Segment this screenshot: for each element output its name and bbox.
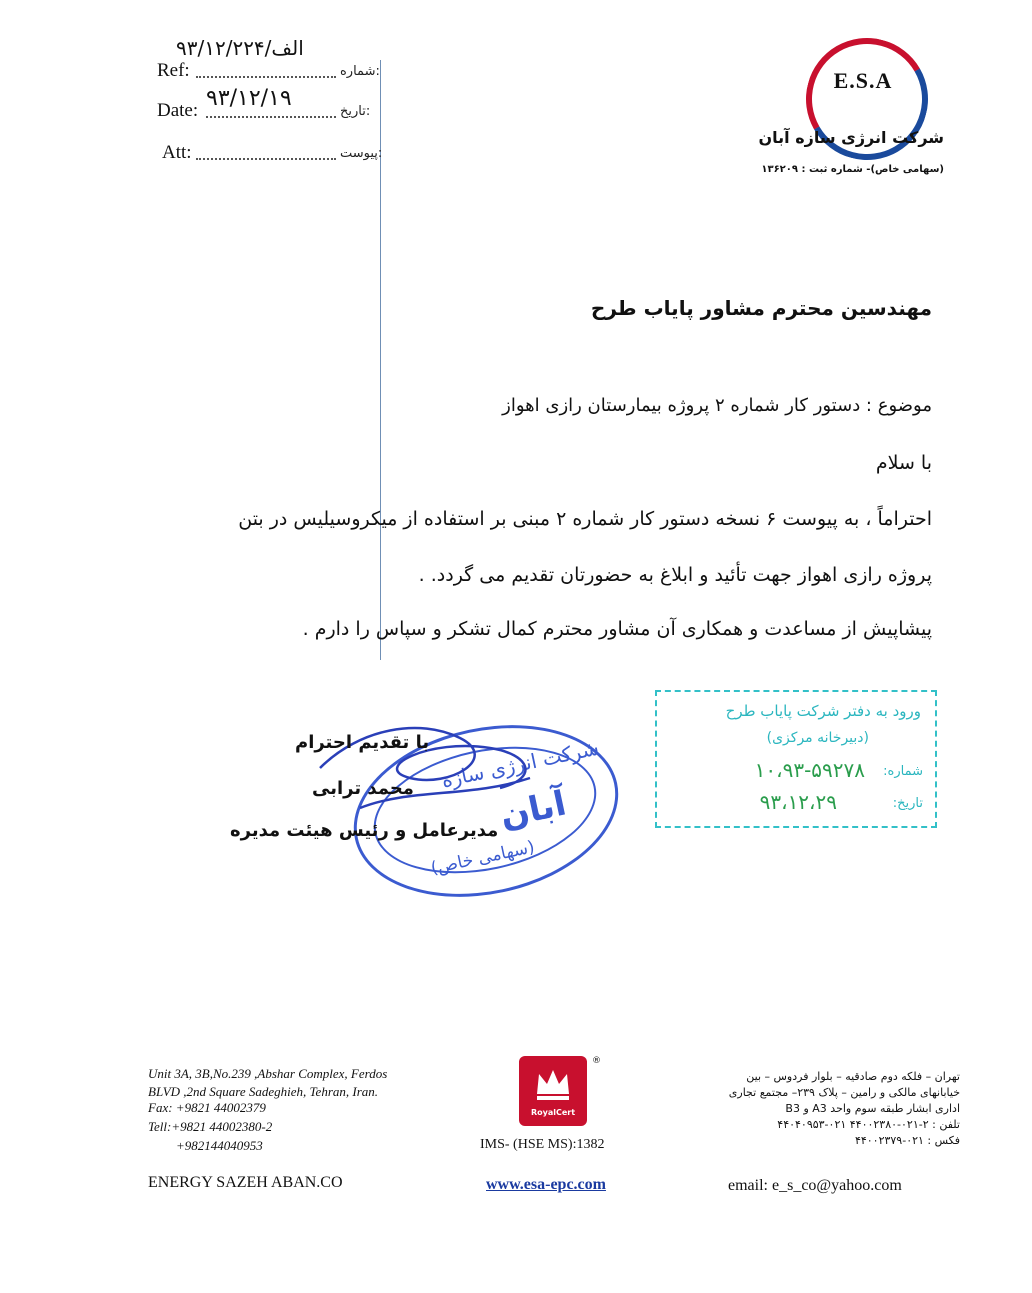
stamp-center-text: آبان [496, 783, 570, 837]
date-dots [206, 116, 336, 118]
addressee: مهندسین محترم مشاور پایاب طرح [590, 296, 932, 320]
paragraph-2: پیشاپیش از مساعدت و همکاری آن مشاور محترم کمال تشکر و سپاس را دارم . [302, 618, 932, 640]
date-label-fa: تاریخ: [340, 104, 371, 119]
footer-tel-en-1: Tell:+9821 44002380-2 [148, 1119, 273, 1134]
crown-icon [519, 1056, 587, 1106]
footer-address-fa-3: اداری ابشار طبقه سوم واحد A3 و B3 [785, 1102, 960, 1115]
footer-address-fa-2: خیابانهای مالکی و رامین – پلاک ۲۳۹– مجتمع تجاری [728, 1086, 960, 1099]
receipt-number-value: ۱۰،۹۳-۵۹۲۷۸ [754, 758, 865, 782]
att-dots [196, 158, 336, 160]
subject: موضوع : دستور کار شماره ۲ پروژه بیمارستان رازی اهواز [502, 395, 932, 416]
signature-closing: با تقدیم احترام [295, 732, 430, 753]
receipt-line-2: (دبیرخانه مرکزی) [766, 730, 869, 746]
footer-email-link[interactable]: email: e_s_co@yahoo.com [728, 1177, 902, 1194]
receipt-date-label: تاریخ: [892, 796, 923, 811]
att-label-fa: پیوست: [340, 146, 383, 161]
royalcert-registered: ® [592, 1056, 601, 1066]
ref-value: ۹۳/۱۲/۲۲۴/الف [176, 36, 304, 60]
stamp-top-text: شرکت انرژی سازه [439, 735, 601, 793]
footer-website-link[interactable]: www.esa-epc.com [486, 1176, 606, 1193]
footer-fax-fa: فکس : ۰۲۱-۴۴۰۰۲۳۷۹ [854, 1134, 960, 1147]
greeting: با سلام [875, 452, 932, 474]
logo-arc-blue [792, 24, 941, 173]
footer-address-fa-1: تهران – فلکه دوم صادقیه – بلوار فردوس – بین [746, 1070, 960, 1083]
footer-tel-fa: تلفن : ۲-۰۲۱-۴۴۰۰۲۳۸۰ ۰۲۱-۴۴۰۴۰۹۵۳ [777, 1118, 960, 1131]
company-registration: (سهامی خاص)- شماره ثبت : ۱۳۶۲۰۹ [761, 164, 944, 175]
ref-dots [196, 76, 336, 78]
att-label: Att: [162, 142, 192, 163]
footer-address-en-1: Unit 3A, 3B,No.239 ,Abshar Complex, Ferdos [148, 1066, 388, 1081]
footer-address-en-2: BLVD ,2nd Square Sadeghieh, Tehran, Iran. [148, 1084, 379, 1099]
receipt-stamp [655, 690, 937, 828]
ref-label: Ref: [157, 60, 190, 81]
receipt-number-label: شماره: [883, 764, 923, 779]
ref-label-fa: شماره: [340, 64, 380, 79]
receipt-date-value: ۹۳،۱۲،۲۹ [759, 790, 837, 814]
footer-company-en: ENERGY SAZEH ABAN.CO [148, 1174, 343, 1191]
royalcert-label: RoyalCert [530, 1108, 576, 1117]
stamp-bottom-text: (سهامی خاص) [429, 837, 537, 879]
date-label: Date: [157, 100, 199, 121]
paragraph-line-2: پروژه رازی اهواز جهت تأئید و ابلاغ به حضورتان تقدیم می گردد. . [418, 564, 932, 586]
footer-fax-en: Fax: +9821 44002379 [148, 1100, 266, 1115]
footer-tel-en-2: +982144040953 [176, 1138, 263, 1153]
company-name-fa: شرکت انرژی سازه آبان [758, 128, 944, 147]
receipt-line-1: ورود به دفتر شرکت پایاب طرح [725, 702, 921, 720]
footer-ims: IMS- (HSE MS):1382 [480, 1137, 605, 1152]
signature-name: محمد ترابی [312, 778, 414, 799]
logo-text: E.S.A [833, 68, 893, 93]
date-value: ۹۳/۱۲/۱۹ [206, 86, 292, 111]
paragraph-line-1: احتراماً ، به پیوست ۶ نسخه دستور کار شماره ۲ مبنی بر استفاده از میکروسیلیس در بتن [238, 508, 932, 530]
signature-title: مدیرعامل و رئیس هیئت مدیره [230, 820, 499, 841]
